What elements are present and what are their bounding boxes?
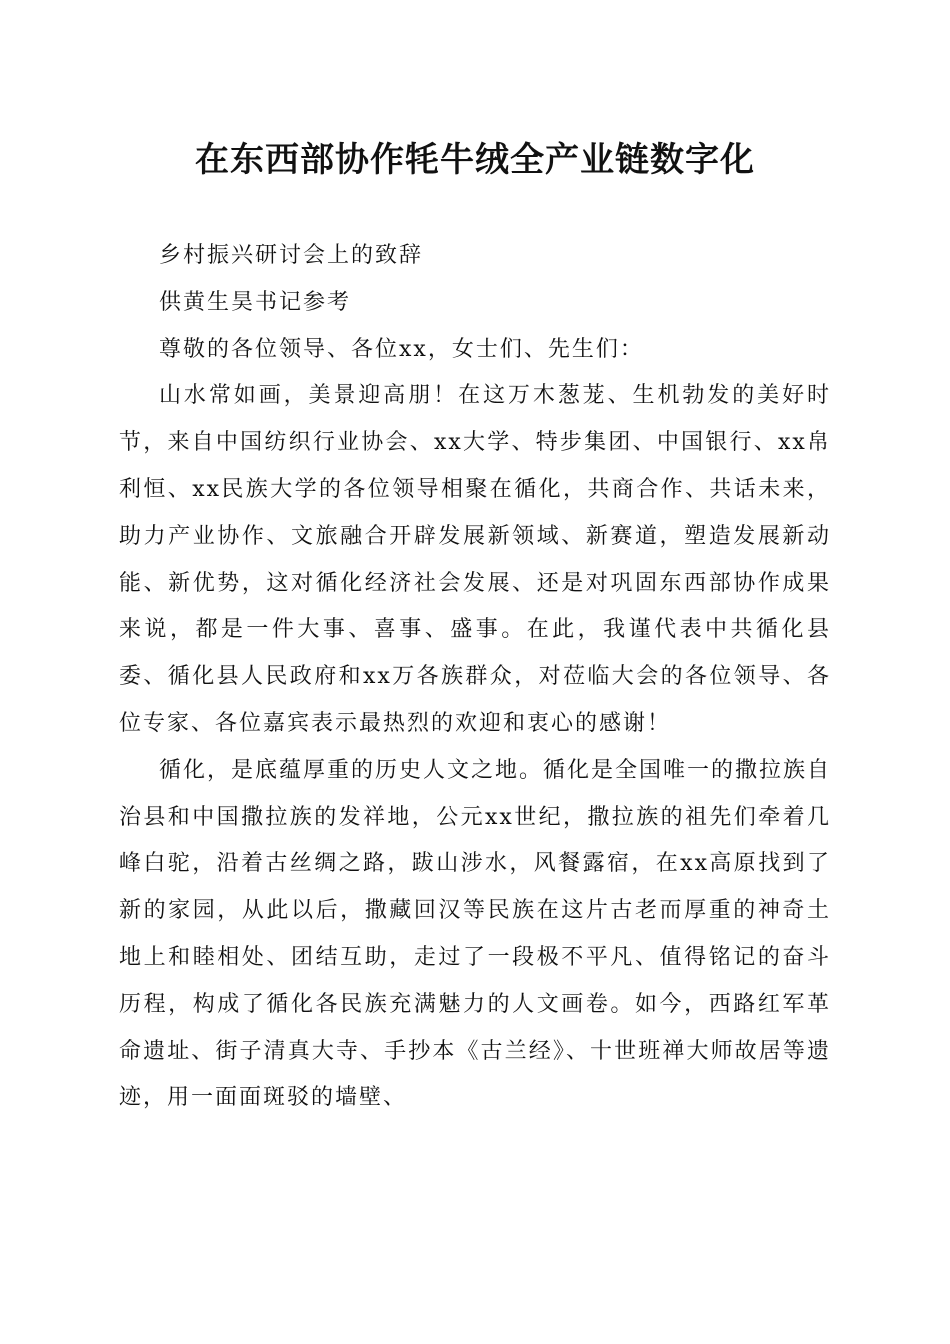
salutation-line: 尊敬的各位领导、各位xx，女士们、先生们： xyxy=(159,336,644,362)
subtitle-line: 乡村振兴研讨会上的致辞 xyxy=(159,243,424,268)
note-line: 供黄生昊书记参考 xyxy=(159,289,352,315)
paragraph: 山水常如画，美景迎高朋！在这万木葱茏、生机勃发的美好时节，来自中国纺织行业协会、xx大学、特步集团、中国银行、xx帛利恒、xx民族大学的各位领导相聚在循化，共商合作、共话未来，助力产业协作、文旅融合开辟发展新领域、新赛道，塑造发展新动能、新优势，这对循化经济社会发展、还是对巩固东西部协作成果来说，都是一件大事、喜事、盛事。在此，我谨代表中共循化县委、循化县人民政府和xx万各族群众，对莅临大会的各位领导、各位专家、各位嘉宾表示最热烈的欢迎和衷心的感谢！ xyxy=(119,383,831,736)
document-title: 在东西部协作牦牛绒全产业链数字化 xyxy=(195,140,755,180)
document-body xyxy=(119,233,831,1122)
paragraph: 循化，是底蕴厚重的历史人文之地。循化是全国唯一的撒拉族自治县和中国撒拉族的发祥地，公元xx世纪，撒拉族的祖先们牵着几峰白驼，沿着古丝绸之路，跋山涉水，风餐露宿，在xx高原找到了新的家园，从此以后，撒藏回汉等民族在这片古老而厚重的神奇土地上和睦相处、团结互助，走过了一段极不平凡、值得铭记的奋斗历程，构成了循化各民族充满魅力的人文画卷。如今，西路红军革命遗址、街子清真大寺、手抄本《古兰经》、十世班禅大师故居等遗迹，用一面面斑驳的墙壁、 xyxy=(119,757,832,1111)
